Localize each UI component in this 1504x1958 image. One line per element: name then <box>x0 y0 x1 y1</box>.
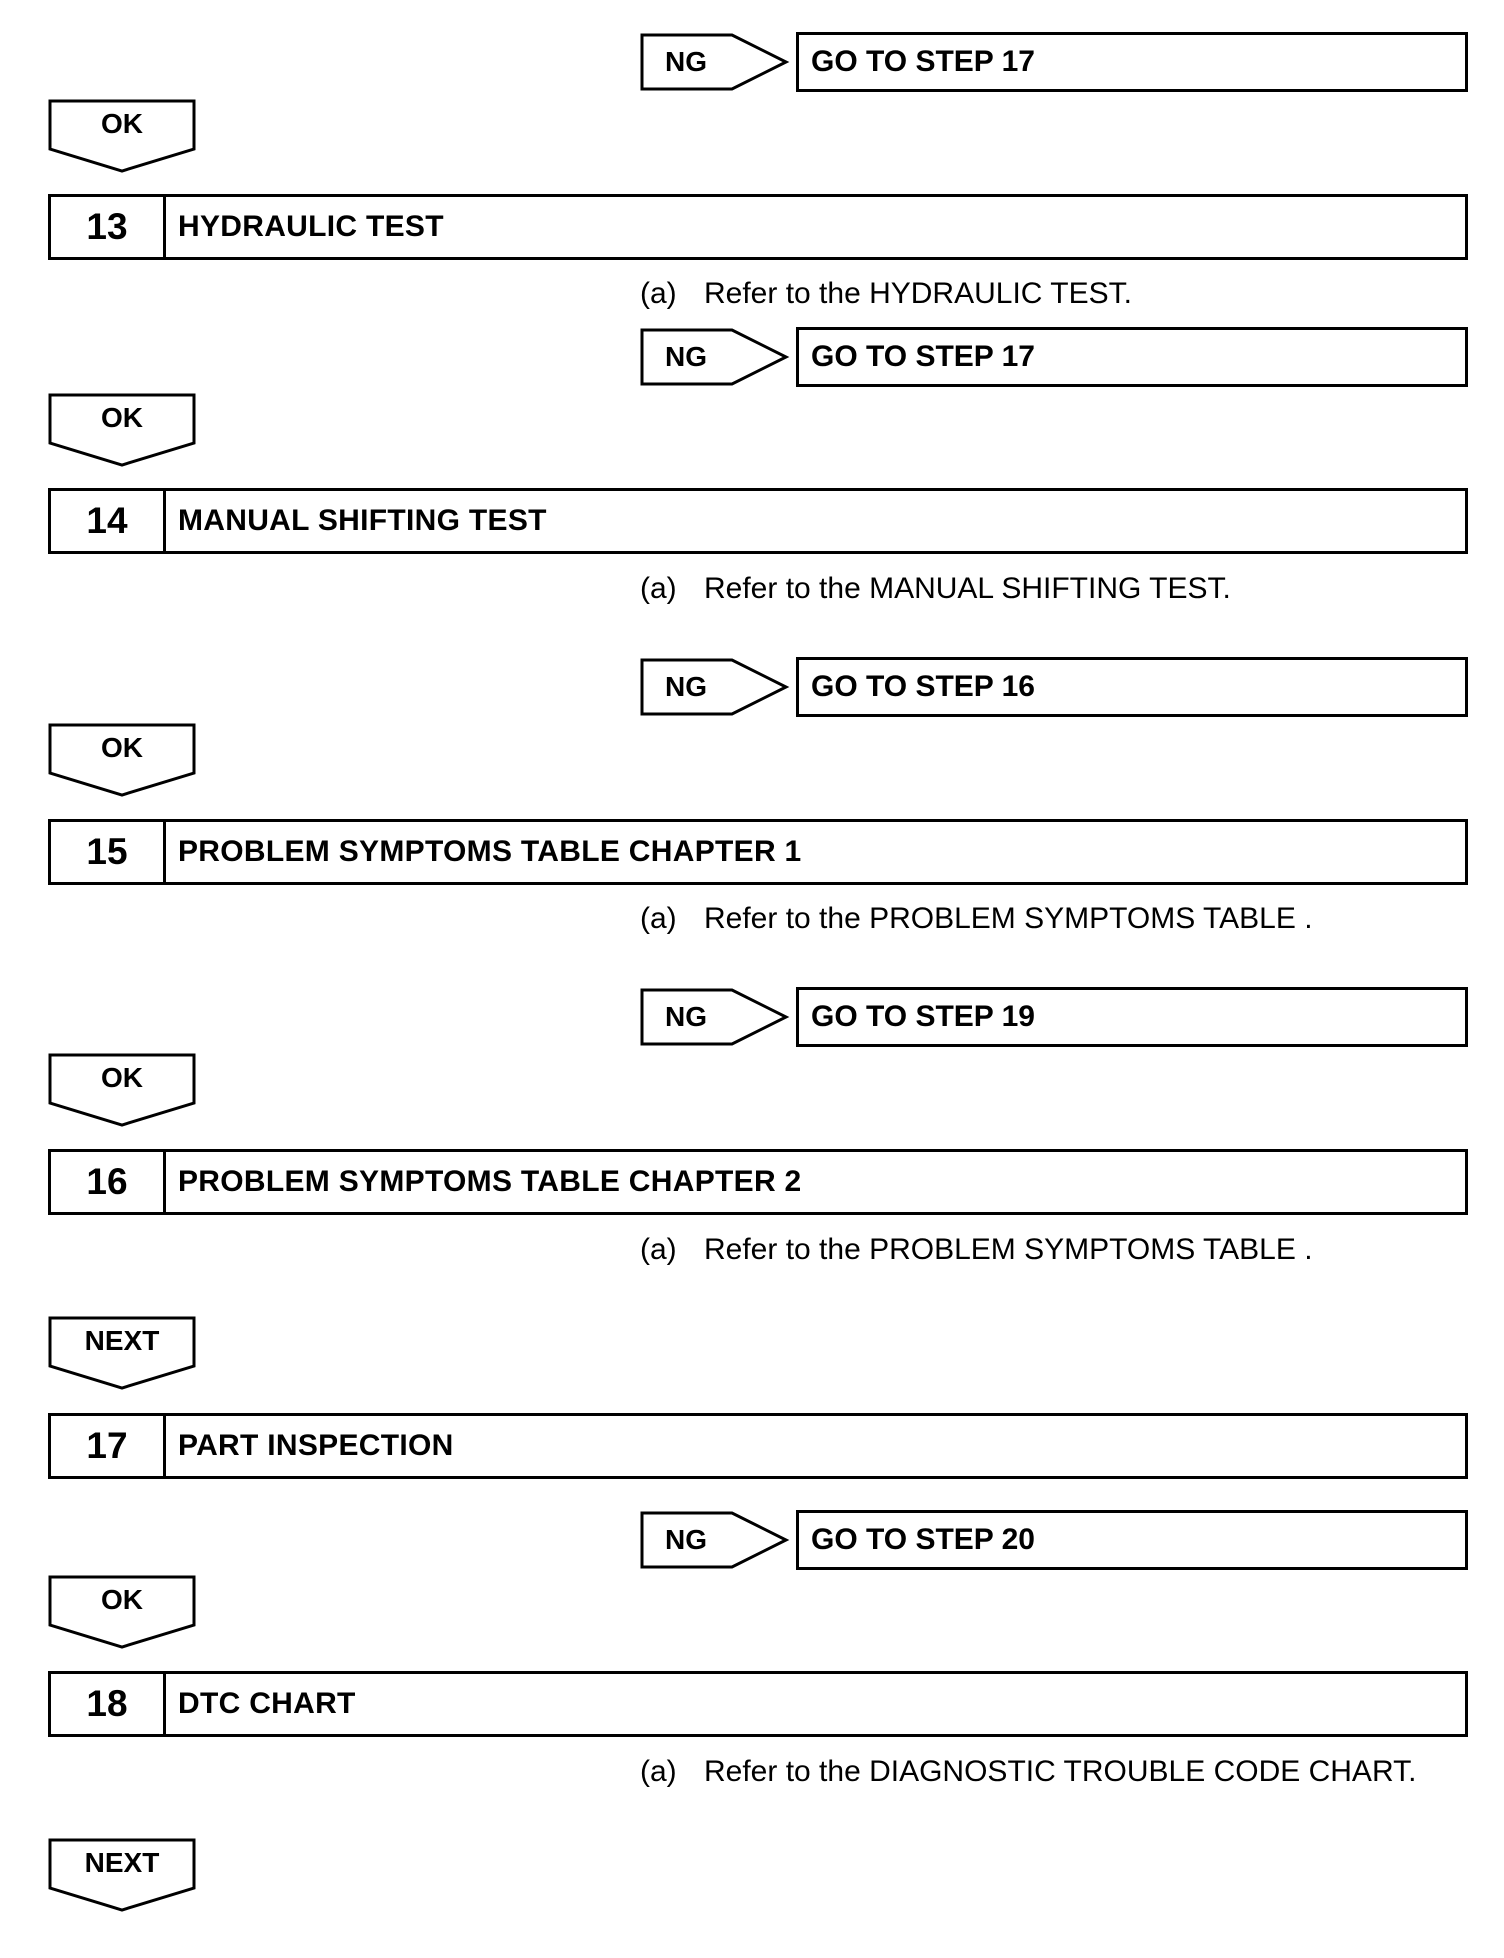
step-title: PROBLEM SYMPTOMS TABLE CHAPTER 1 <box>178 835 802 868</box>
instruction-text: Refer to the DIAGNOSTIC TROUBLE CODE CHART. <box>704 1755 1417 1788</box>
ng-label: NG <box>665 46 707 77</box>
ng-label: NG <box>665 1524 707 1555</box>
ng-label: NG <box>665 671 707 702</box>
ng-arrow <box>640 328 790 386</box>
goto-step-20-link[interactable]: GO TO STEP 20 <box>796 1510 1468 1570</box>
step-title: DTC CHART <box>178 1687 356 1720</box>
instruction-text: Refer to the PROBLEM SYMPTOMS TABLE . <box>704 1233 1313 1266</box>
ok-label: OK <box>101 1062 143 1093</box>
ok-label: OK <box>101 108 143 139</box>
ng-arrow <box>640 658 790 716</box>
step-15-instruction <box>640 902 1313 936</box>
goto-step-17-link[interactable]: GO TO STEP 17 <box>796 32 1468 92</box>
ng-label: NG <box>665 1001 707 1032</box>
ng-arrow <box>640 1511 790 1569</box>
step-title: PART INSPECTION <box>178 1429 454 1462</box>
goto-step-17-link[interactable]: GO TO STEP 17 <box>796 327 1468 387</box>
ok-arrow <box>48 99 196 173</box>
step-title: PROBLEM SYMPTOMS TABLE CHAPTER 2 <box>178 1165 802 1198</box>
ok-label: OK <box>101 732 143 763</box>
step-number: 16 <box>51 1152 166 1212</box>
ok-arrow <box>48 1053 196 1127</box>
instruction-text: Refer to the HYDRAULIC TEST. <box>704 277 1132 310</box>
instruction-index: (a) <box>640 277 677 310</box>
ok-arrow <box>48 393 196 467</box>
instruction-index: (a) <box>640 902 677 935</box>
step-title: MANUAL SHIFTING TEST <box>178 504 547 537</box>
next-arrow <box>48 1316 196 1390</box>
next-arrow <box>48 1838 196 1912</box>
ok-label: OK <box>101 1584 143 1615</box>
ok-label: OK <box>101 402 143 433</box>
instruction-index: (a) <box>640 1233 677 1266</box>
step-18-instruction <box>640 1755 1416 1789</box>
step-number: 15 <box>51 822 166 882</box>
goto-step-19-link[interactable]: GO TO STEP 19 <box>796 987 1468 1047</box>
next-label: NEXT <box>84 1847 160 1878</box>
step-16-header <box>48 1149 1468 1215</box>
step-13-instruction <box>640 277 1132 311</box>
step-16-instruction <box>640 1233 1313 1267</box>
ng-arrow <box>640 988 790 1046</box>
next-label: NEXT <box>84 1325 160 1356</box>
instruction-index: (a) <box>640 572 677 605</box>
step-title: HYDRAULIC TEST <box>178 210 444 243</box>
instruction-text: Refer to the MANUAL SHIFTING TEST. <box>704 572 1231 605</box>
step-number: 13 <box>51 197 166 257</box>
step-number: 17 <box>51 1416 166 1476</box>
step-15-header <box>48 819 1468 885</box>
ok-arrow <box>48 723 196 797</box>
goto-step-16-link[interactable]: GO TO STEP 16 <box>796 657 1468 717</box>
step-18-header <box>48 1671 1468 1737</box>
step-number: 14 <box>51 491 166 551</box>
instruction-index: (a) <box>640 1755 677 1788</box>
step-number: 18 <box>51 1674 166 1734</box>
step-13-header <box>48 194 1468 260</box>
step-17-header <box>48 1413 1468 1479</box>
instruction-text: Refer to the PROBLEM SYMPTOMS TABLE . <box>704 902 1313 935</box>
ng-arrow <box>640 33 790 91</box>
ok-arrow <box>48 1575 196 1649</box>
ng-label: NG <box>665 341 707 372</box>
step-14-header <box>48 488 1468 554</box>
step-14-instruction <box>640 572 1231 606</box>
